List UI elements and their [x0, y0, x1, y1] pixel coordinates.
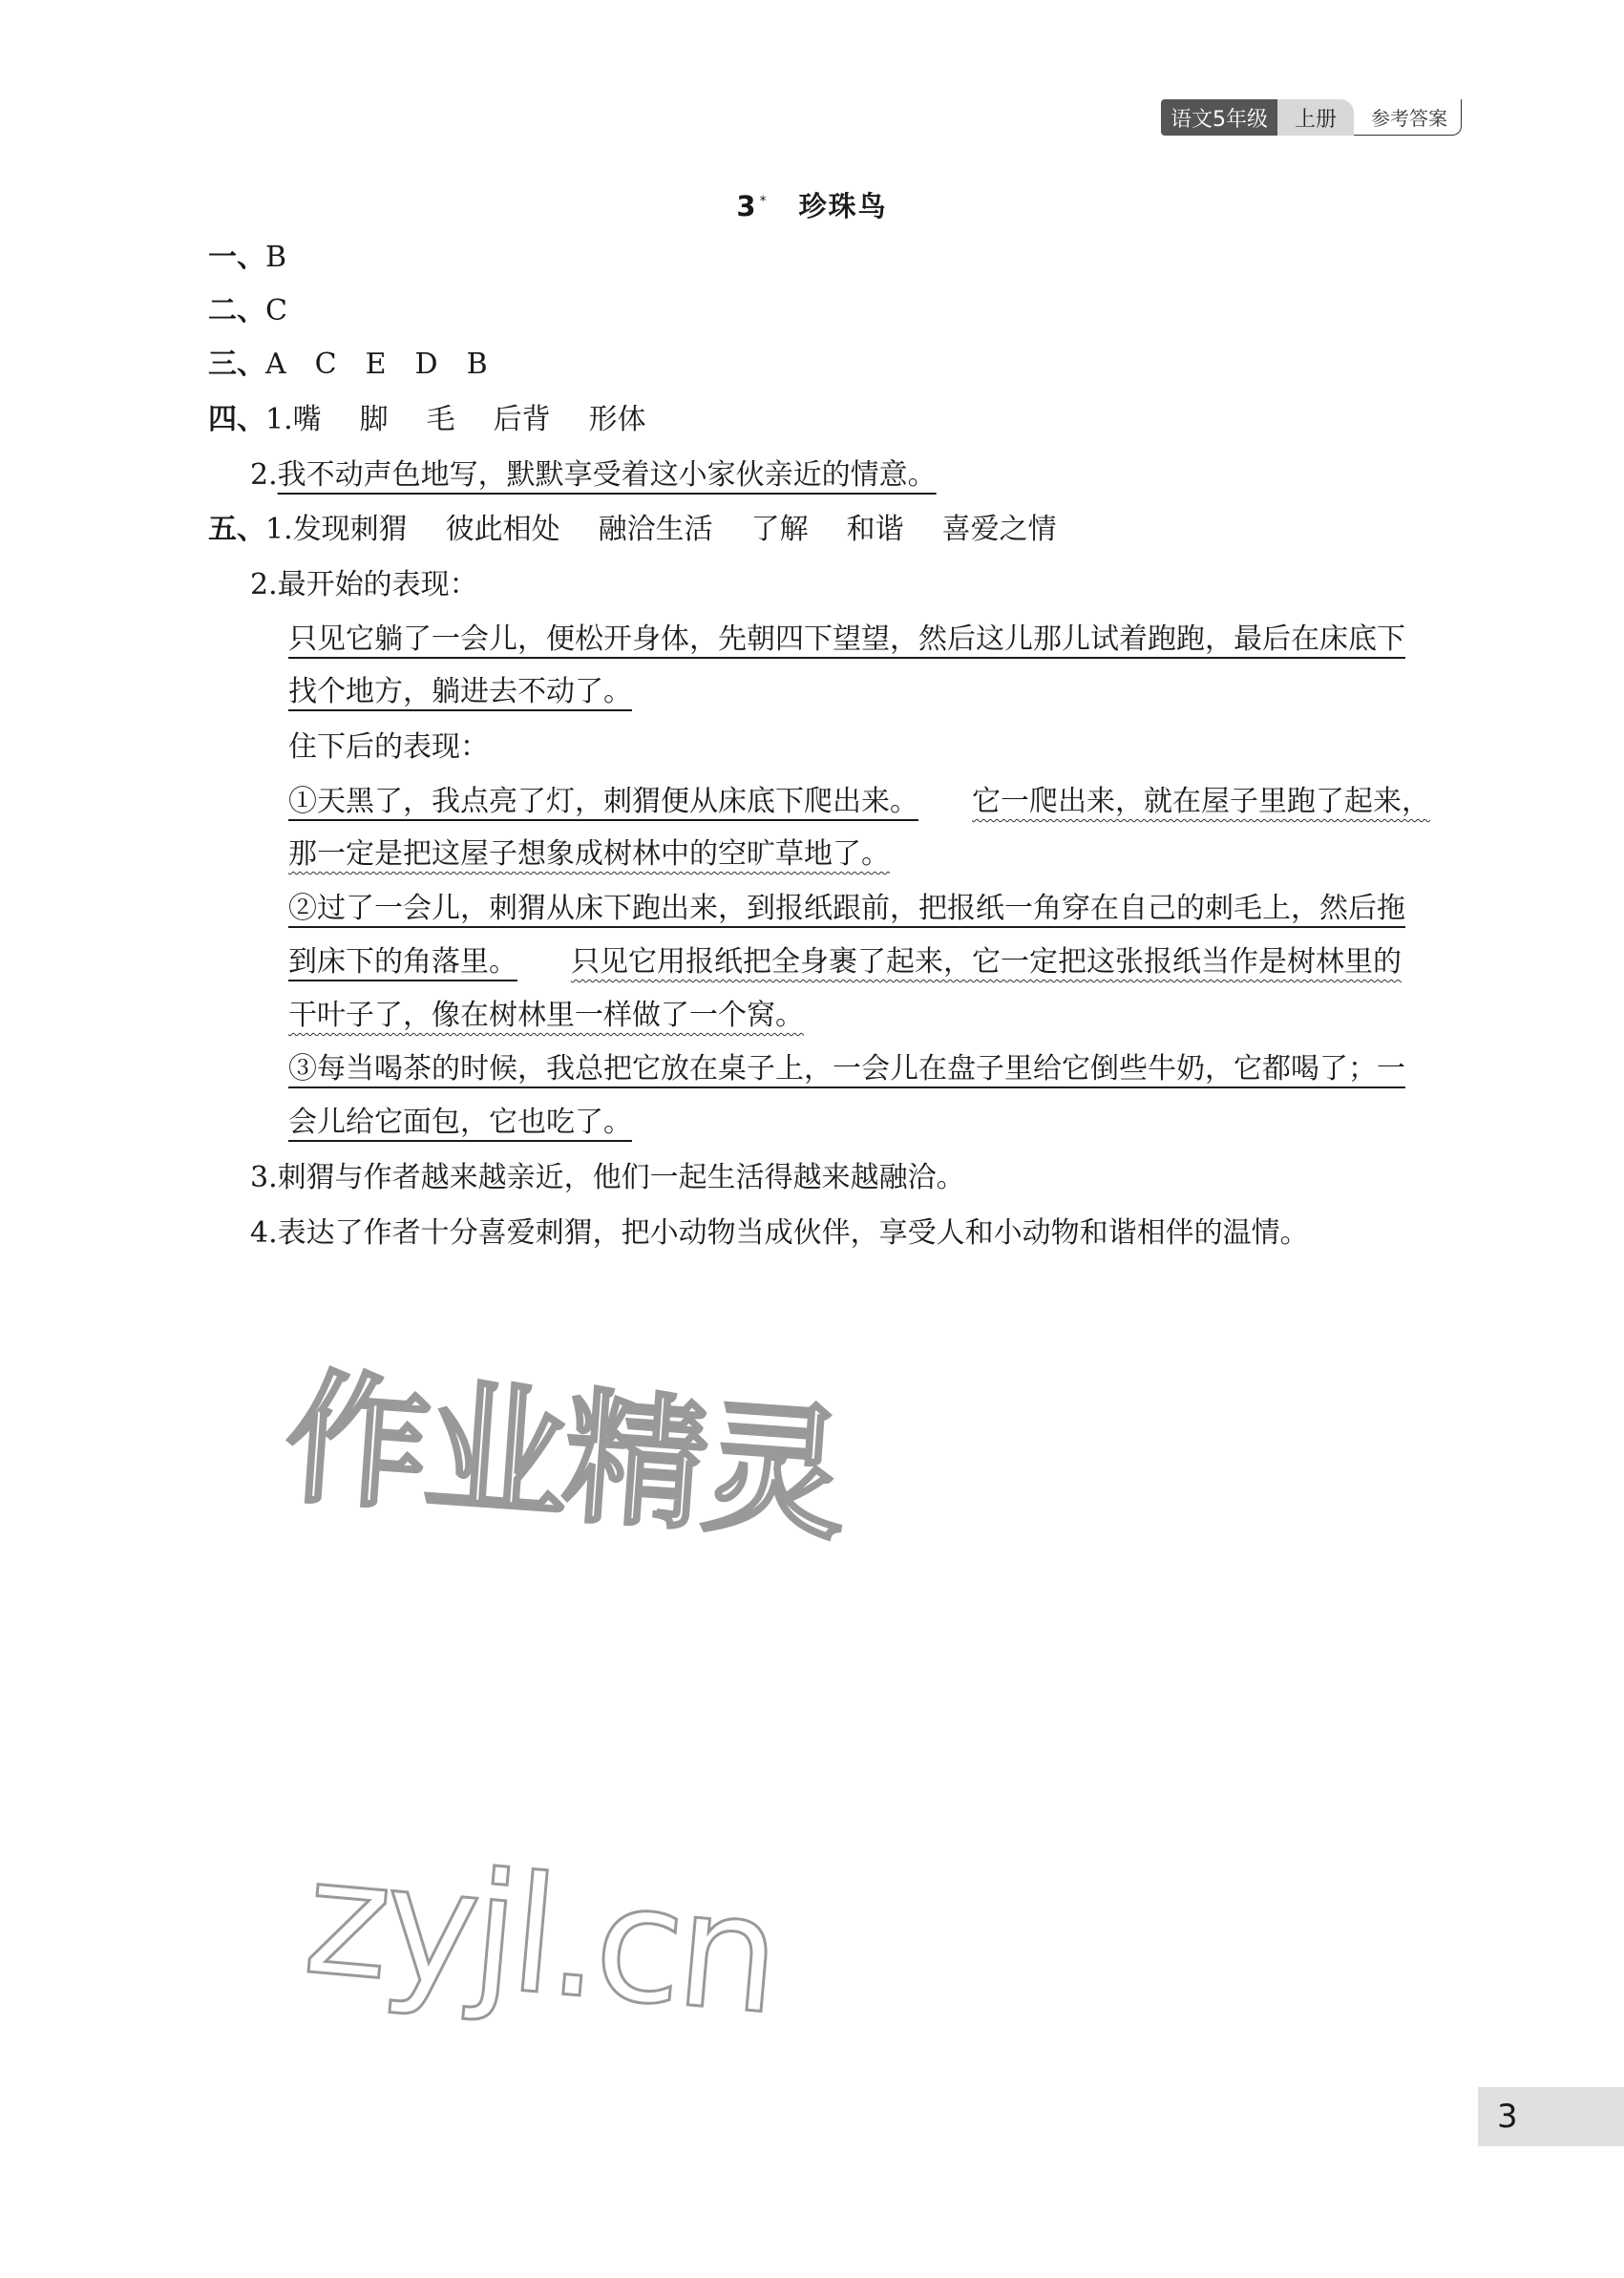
- q5-later-line: 到床下的角落里。 只见它用报纸把全身裹了起来，它一定把这张报纸当作是树林里的: [288, 945, 1402, 979]
- answer-q5-item1: [208, 511, 1057, 549]
- watermark-url: zyjl.cn: [298, 1822, 782, 2051]
- header-tag: [1161, 99, 1462, 136]
- q4-item2-text: 我不动声色地写，默默享受着这小家伙亲近的情意。: [277, 458, 937, 492]
- q3-label: 三、: [208, 348, 265, 381]
- q4-item1-number: 1.: [265, 403, 293, 436]
- q5-word: 发现刺猬: [292, 513, 408, 546]
- header-volume: 上册: [1277, 99, 1354, 136]
- answer-q4-item1: [208, 401, 646, 439]
- q1-label: 一、: [208, 241, 265, 274]
- q5-word: 喜爱之情: [941, 513, 1057, 546]
- q4-word: 后背: [493, 403, 551, 436]
- q5-later-line: 那一定是把这屋子想象成树林中的空旷草地了。: [288, 837, 890, 871]
- q5-later-label: 住下后的表现：: [288, 730, 489, 764]
- q5-later-line: 会儿给它面包，它也吃了。: [288, 1106, 632, 1139]
- q5-item2-first-label: 最开始的表现：: [277, 568, 478, 601]
- answer-q5-item4: 4.表达了作者十分喜爱刺猬，把小动物当成伙伴，享受人和小动物和谐相伴的温情。: [250, 1216, 1309, 1250]
- q5-word: 和谐: [846, 513, 904, 546]
- page-number: 3: [1478, 2087, 1624, 2146]
- q5-later-line: ②过了一会儿，刺猬从床下跑出来，到报纸跟前，把报纸一角穿在自己的刺毛上，然后拖: [288, 892, 1405, 925]
- answer-q2: [208, 292, 287, 330]
- q1-answer: B: [265, 241, 287, 274]
- answer-q3: [208, 346, 488, 384]
- q5-later-line: 干叶子了，像在树林里一样做了一个窝。: [288, 999, 804, 1032]
- answer-q4-item2: [250, 456, 937, 495]
- q2-label: 二、: [208, 294, 265, 327]
- q5-later-line: ③每当喝茶的时候，我总把它放在桌子上，一会儿在盘子里给它倒些牛奶，它都喝了；一: [288, 1052, 1405, 1086]
- q5-later-line: ①天黑了，我点亮了灯，刺猬便从床底下爬出来。 它一爬出来，就在屋子里跑了起来，: [288, 785, 1430, 818]
- q5-first-line: 找个地方，躺进去不动了。: [288, 675, 632, 708]
- watermark-logo: 作业精灵: [280, 1355, 849, 1561]
- lesson-title: [0, 185, 1624, 224]
- q5-word: 了解: [750, 513, 809, 546]
- q4-label: 四、: [208, 403, 265, 436]
- answer-q1: [208, 239, 286, 277]
- q5-word: 彼此相处: [445, 513, 560, 546]
- q4-word: 脚: [359, 403, 389, 436]
- q5-first-line: 只见它躺了一会儿，便松开身体，先朝四下望望，然后这儿那儿试着跑跑，最后在床底下: [288, 622, 1405, 656]
- q5-item1-number: 1.: [265, 513, 293, 546]
- header-section: 参考答案: [1354, 99, 1462, 136]
- answer-q5-item2: [250, 566, 478, 604]
- q5-item2-number: 2.: [250, 568, 278, 601]
- q2-answer: C: [265, 294, 287, 327]
- lesson-mark: *: [759, 194, 769, 210]
- q4-word: 毛: [426, 403, 455, 436]
- lesson-number: 3: [736, 190, 758, 222]
- q4-word: 形体: [588, 403, 646, 436]
- lesson-name: 珍珠鸟: [798, 190, 888, 222]
- q5-label: 五、: [208, 513, 265, 546]
- q4-word: 嘴: [292, 403, 322, 436]
- q3-answer: A C E D B: [265, 348, 488, 381]
- q4-item2-number: 2.: [250, 458, 278, 492]
- header-subject: 语文5年级: [1161, 99, 1277, 136]
- answer-q5-item3: 3.刺猬与作者越来越亲近，他们一起生活得越来越融洽。: [250, 1161, 965, 1194]
- q5-word: 融洽生活: [598, 513, 713, 546]
